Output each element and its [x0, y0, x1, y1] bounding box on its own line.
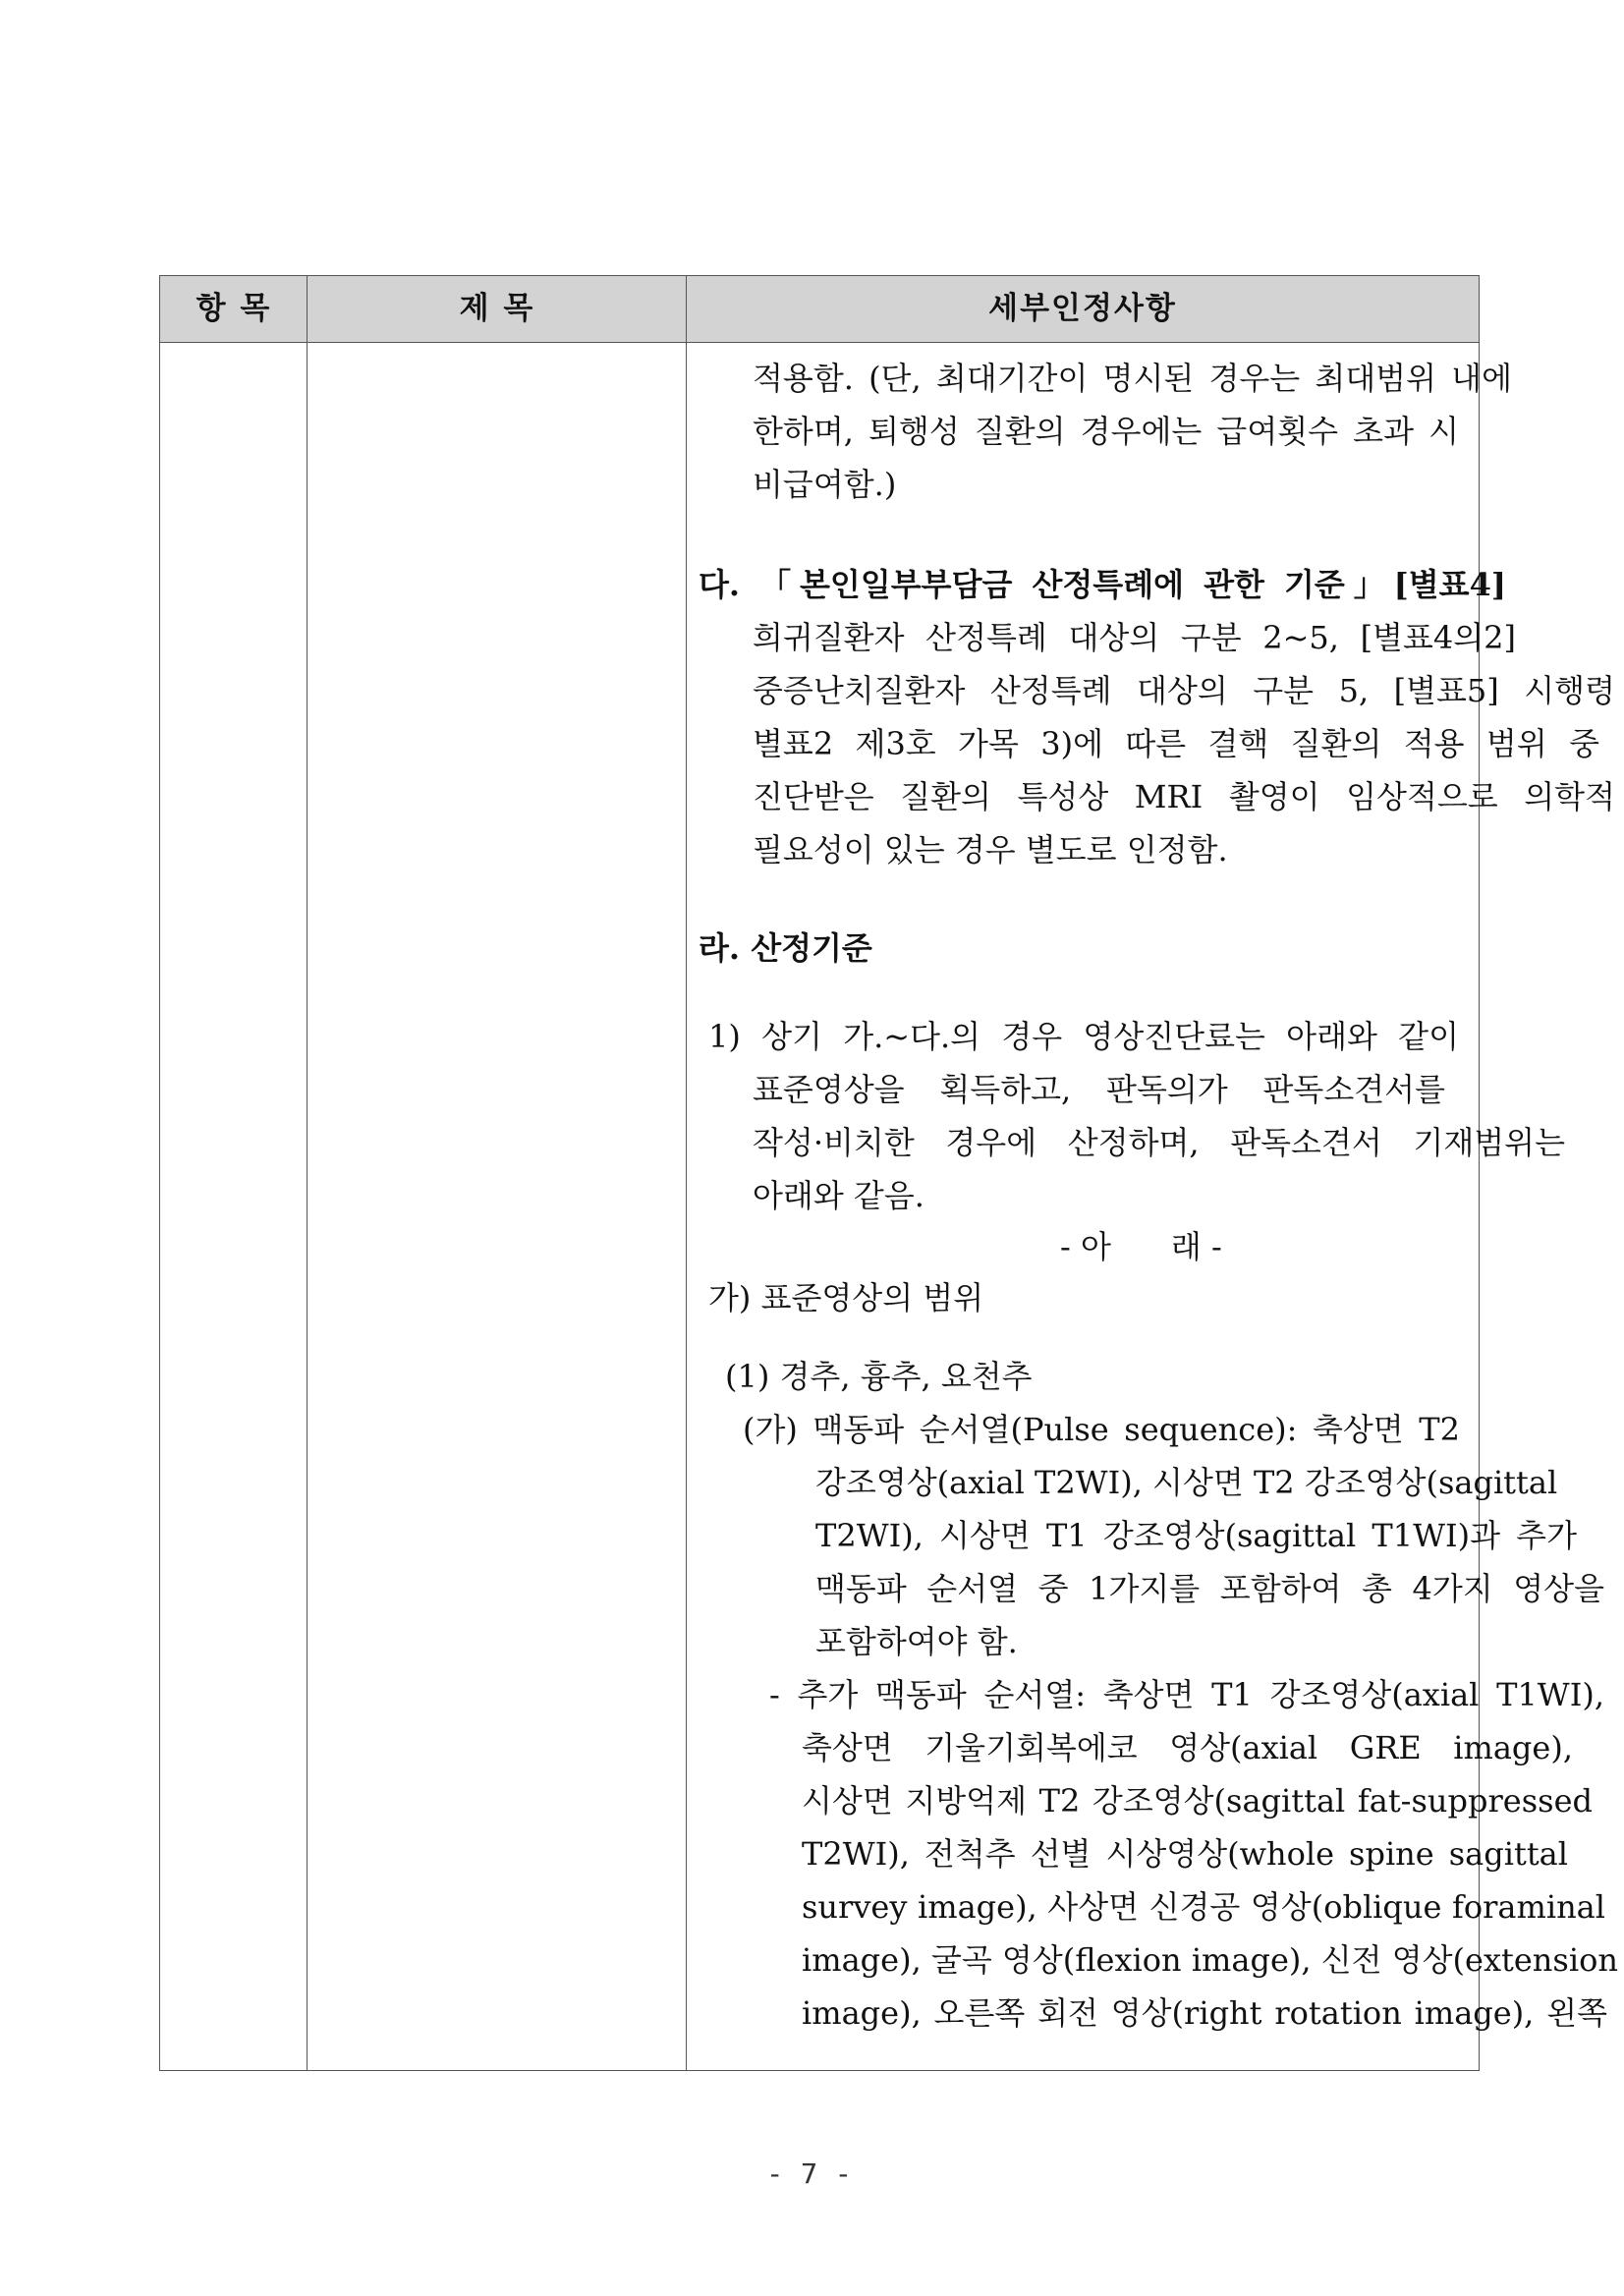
item-1-heading: (1) 경추, 흉추, 요천추	[725, 1358, 1033, 1395]
details-cell	[687, 343, 1618, 2070]
body-line: image), 오른쪽 회전 영상(right rotation image), 왼쪽	[802, 1994, 1607, 2032]
body-line: - 추가 맥동파 순서열: 축상면 T1 강조영상(axial T1WI),	[769, 1676, 1604, 1713]
document-table	[159, 275, 1618, 2071]
body-line: 포함하여야 함.	[815, 1623, 1018, 1660]
body-line: 작성·비치한 경우에 산정하며, 판독소견서 기재범위는	[753, 1124, 1565, 1161]
body-line: 표준영상을 획득하고, 판독의가 판독소견서를	[753, 1071, 1445, 1108]
body-line: 한하며, 퇴행성 질환의 경우에는 급여횟수 초과 시	[753, 413, 1459, 450]
body-line: 별표2 제3호 가목 3)에 따른 결핵 질환의 적용 범위 중	[753, 725, 1599, 762]
body-line: T2WI), 전척추 선별 시상영상(whole spine sagittal	[802, 1835, 1568, 1873]
body-line: 중증난치질환자 산정특례 대상의 구분 5, [별표5] 시행령	[753, 672, 1615, 709]
header-details: 세부인정사항	[988, 291, 1177, 326]
body-line: 1) 상기 가.~다.의 경우 영상진단료는 아래와 같이	[708, 1018, 1459, 1055]
body-line: 비급여함.)	[753, 466, 897, 503]
body-line: 강조영상(axial T2WI), 시상면 T2 강조영상(sagittal	[815, 1464, 1558, 1501]
body-line: 진단받은 질환의 특성상 MRI 촬영이 임상적으로 의학적	[753, 778, 1615, 815]
body-line: 적용함. (단, 최대기간이 명시된 경우는 최대범위 내에	[753, 360, 1512, 397]
header-item: 항 목	[196, 291, 272, 326]
below-marker: - 아 래 -	[1060, 1228, 1222, 1265]
body-line: 아래와 같음.	[753, 1177, 924, 1214]
subsection-ga-heading: 가) 표준영상의 범위	[708, 1279, 984, 1316]
body-line: 맥동파 순서열 중 1가지를 포함하여 총 4가지 영상을	[815, 1570, 1604, 1607]
body-line: T2WI), 시상면 T1 강조영상(sagittal T1WI)과 추가	[815, 1517, 1577, 1554]
body-line: survey image), 사상면 신경공 영상(oblique foraminal	[802, 1888, 1605, 1926]
table-header-row	[160, 276, 1479, 343]
page-number: - 7 -	[769, 2157, 855, 2190]
section-ra-heading: 라. 산정기준	[699, 929, 872, 967]
body-line: (가) 맥동파 순서열(Pulse sequence): 축상면 T2	[743, 1411, 1460, 1448]
section-da-heading: 다. 「본인일부부담금 산정특례에 관한 기준」[별표4]	[699, 566, 1506, 603]
column-divider	[307, 276, 308, 2070]
header-title: 제 목	[459, 291, 535, 326]
body-line: image), 굴곡 영상(flexion image), 신전 영상(extension	[802, 1941, 1618, 1979]
body-line: 필요성이 있는 경우 별도로 인정함.	[753, 831, 1228, 868]
body-line: 시상면 지방억제 T2 강조영상(sagittal fat-suppressed	[802, 1782, 1593, 1820]
body-line: 축상면 기울기회복에코 영상(axial GRE image),	[802, 1729, 1573, 1766]
body-line: 희귀질환자 산정특례 대상의 구분 2~5, [별표4의2]	[753, 619, 1516, 656]
